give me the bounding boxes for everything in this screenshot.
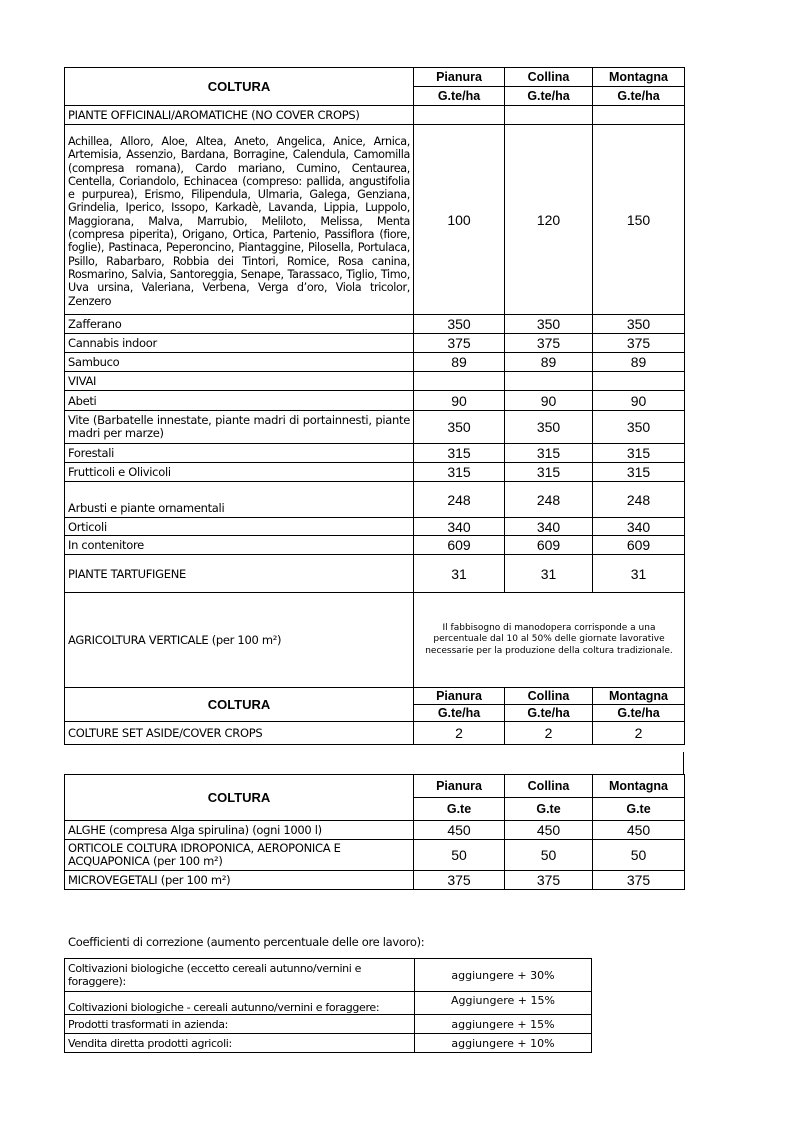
row-label-main: MICROVEGETALI	[68, 873, 158, 887]
row-collina: 375	[505, 334, 593, 353]
coefficients-title: Coefficienti di correzione (aumento percentuale delle ore lavoro):	[68, 935, 425, 949]
montagna-header-3: Montagna	[593, 775, 685, 798]
collina-unit-3: G.te	[505, 798, 593, 821]
verticale-suffix: (per 100 m²)	[211, 633, 282, 647]
officinali-list: Achillea, Alloro, Aloe, Altea, Aneto, Angelica, Anice, Arnica, Artemisia, Assenzio, Bardana, Borragine, Calendula, Camomilla (compresa romana), Cardo mariano, Cumino, Centaurea, Centella, Coriandolo, Echinacea (compreso: pallida, angustifolia e purpurea), Erismo, Filipendula, Ulmaria, Galega, Genziana, Grindelia, Iperico, Issopo, Karkadè, Lavanda, Lippia, Luppolo, Maggiorana, Malva, Marrubio, Meliloto, Melissa, Menta (compresa piperita), Origano, Ortica, Partenio, Passiflora (fiore, foglie), Pastinaca, Peperoncino, Piantaggine, Pilosella, Portulaca, Psillo, Rabarbaro, Robbia dei Tintori, Romice, Rosa canina, Rosmarino, Salvia, Santoreggia, Senape, Tarassaco, Tiglio, Timo, Uva ursina, Valeriana, Verbena, Verga d’oro, Viola tricolor, Zenzero	[65, 125, 414, 315]
coefficient-row	[65, 1015, 592, 1034]
row-collina: 350	[505, 315, 593, 334]
row-pianura: 609	[414, 536, 505, 555]
pianura-header: Pianura	[414, 68, 505, 87]
collina-header-3: Collina	[505, 775, 593, 798]
row-label-extra: (per 100 m²)	[160, 873, 231, 887]
collina-unit: G.te/ha	[505, 87, 593, 106]
row-pianura: 375	[414, 871, 505, 890]
coefficient-value: aggiungere + 30%	[415, 959, 592, 992]
row-label: Abeti	[65, 391, 414, 411]
coefficient-row	[65, 992, 592, 1015]
collina-header: Collina	[505, 68, 593, 87]
pianura-unit: G.te/ha	[414, 87, 505, 106]
row-montagna: 375	[593, 871, 685, 890]
tartufigene-collina: 31	[505, 555, 593, 593]
tartufigene-pianura: 31	[414, 555, 505, 593]
row-label: Orticoli	[65, 518, 414, 536]
row-label-main: ALGHE	[68, 823, 106, 837]
pianura-unit-3: G.te	[414, 798, 505, 821]
row-pianura: 89	[414, 353, 505, 372]
coltura-header: COLTURA	[65, 68, 414, 106]
coefficient-label: Vendita diretta prodotti agricoli:	[65, 1034, 415, 1053]
row-label: Zafferano	[65, 315, 414, 334]
row-montagna: 350	[593, 315, 685, 334]
row-pianura: 375	[414, 334, 505, 353]
row-montagna: 315	[593, 463, 685, 482]
section-officinali: PIANTE OFFICINALI/AROMATICHE (NO COVER CROPS)	[65, 106, 414, 125]
table-row	[65, 840, 685, 871]
montagna-header: Montagna	[593, 68, 685, 87]
table-row	[65, 555, 685, 593]
row-label: Vite (Barbatelle innestate, piante madri di portainnesti, piante madri per marze)	[65, 411, 414, 444]
coltura-header-2: COLTURA	[65, 688, 414, 722]
row-montagna: 315	[593, 444, 685, 463]
row-pianura: 350	[414, 315, 505, 334]
row-pianura: 50	[414, 840, 505, 871]
coefficient-row	[65, 959, 592, 992]
table-row	[65, 315, 685, 334]
tartufigene-label: PIANTE TARTUFIGENE	[65, 555, 414, 593]
table-row	[65, 463, 685, 482]
table-row	[65, 334, 685, 353]
row-montagna: 375	[593, 334, 685, 353]
main-table	[64, 67, 685, 745]
row-label: Forestali	[65, 444, 414, 463]
row-label: Cannabis indoor	[65, 334, 414, 353]
row-label-extra: (compresa Alga spirulina) (ogni 1000 l)	[108, 823, 322, 837]
row-montagna: 248	[593, 482, 685, 518]
table-row	[65, 482, 685, 518]
row-montagna: 340	[593, 518, 685, 536]
coefficient-label: Coltivazioni biologiche (eccetto cereali autunno/vernini e foraggere):	[65, 959, 415, 992]
row-collina: 340	[505, 518, 593, 536]
row-pianura: 340	[414, 518, 505, 536]
verticale-note: Il fabbisogno di manodopera corrisponde a una percentuale dal 10 al 50% delle giornate lavorative necessarie per la produzione della coltura tradizionale.	[414, 593, 685, 688]
row-collina: 89	[505, 353, 593, 372]
row-montagna: 50	[593, 840, 685, 871]
row-collina: 350	[505, 411, 593, 444]
row-pianura: 315	[414, 444, 505, 463]
row-label	[65, 871, 414, 890]
set-aside-label: COLTURE SET ASIDE/COVER CROPS	[65, 722, 414, 745]
coefficients-table	[64, 958, 592, 1053]
table-row	[65, 871, 685, 890]
row-label	[65, 821, 414, 840]
officinali-montagna: 150	[593, 125, 685, 315]
row-pianura: 315	[414, 463, 505, 482]
row-collina: 375	[505, 871, 593, 890]
row-pianura: 248	[414, 482, 505, 518]
row-label: Frutticoli e Olivicoli	[65, 463, 414, 482]
set-aside-pianura: 2	[414, 722, 505, 745]
section-vivai: VIVAI	[65, 372, 414, 391]
row-montagna: 450	[593, 821, 685, 840]
coefficient-label: Prodotti trasformati in azienda:	[65, 1015, 415, 1034]
coefficient-row	[65, 1034, 592, 1053]
officinali-collina: 120	[505, 125, 593, 315]
collina-unit-2: G.te/ha	[505, 705, 593, 722]
table-row	[65, 411, 685, 444]
row-label	[65, 840, 414, 871]
coefficient-value: Aggiungere + 15%	[415, 992, 592, 1015]
coltura-header-3: COLTURA	[65, 775, 414, 821]
right-border-connector	[683, 752, 684, 774]
table-row	[65, 536, 685, 555]
row-collina: 450	[505, 821, 593, 840]
row-collina: 90	[505, 391, 593, 411]
verticale-label	[65, 593, 414, 688]
coefficient-label: Coltivazioni biologiche - cereali autunno/vernini e foraggere:	[65, 992, 415, 1015]
montagna-unit-3: G.te	[593, 798, 685, 821]
collina-header-2: Collina	[505, 688, 593, 705]
coefficient-value: aggiungere + 10%	[415, 1034, 592, 1053]
montagna-header-2: Montagna	[593, 688, 685, 705]
row-pianura: 90	[414, 391, 505, 411]
row-label: Sambuco	[65, 353, 414, 372]
verticale-title: AGRICOLTURA VERTICALE	[68, 633, 209, 647]
row-pianura: 350	[414, 411, 505, 444]
row-collina: 248	[505, 482, 593, 518]
montagna-unit: G.te/ha	[593, 87, 685, 106]
row-montagna: 609	[593, 536, 685, 555]
table-row	[65, 518, 685, 536]
pianura-unit-2: G.te/ha	[414, 705, 505, 722]
row-label: Arbusti e piante ornamentali	[65, 482, 414, 518]
row-montagna: 350	[593, 411, 685, 444]
pianura-header-3: Pianura	[414, 775, 505, 798]
montagna-unit-2: G.te/ha	[593, 705, 685, 722]
pianura-header-2: Pianura	[414, 688, 505, 705]
tartufigene-montagna: 31	[593, 555, 685, 593]
table-row	[65, 391, 685, 411]
row-label-extra: (per 100 m²)	[152, 854, 223, 868]
row-collina: 50	[505, 840, 593, 871]
row-collina: 315	[505, 444, 593, 463]
officinali-pianura: 100	[414, 125, 505, 315]
table-row	[65, 444, 685, 463]
table-row	[65, 353, 685, 372]
secondary-table	[64, 774, 685, 890]
row-collina: 609	[505, 536, 593, 555]
row-label: In contenitore	[65, 536, 414, 555]
table-row	[65, 821, 685, 840]
row-label-main: ORTICOLE COLTURA IDROPONICA, AEROPONICA E ACQUAPONICA	[68, 840, 341, 868]
set-aside-montagna: 2	[593, 722, 685, 745]
coefficient-value: aggiungere + 15%	[415, 1015, 592, 1034]
set-aside-collina: 2	[505, 722, 593, 745]
row-collina: 315	[505, 463, 593, 482]
row-montagna: 90	[593, 391, 685, 411]
row-pianura: 450	[414, 821, 505, 840]
row-montagna: 89	[593, 353, 685, 372]
table-row	[65, 722, 685, 745]
